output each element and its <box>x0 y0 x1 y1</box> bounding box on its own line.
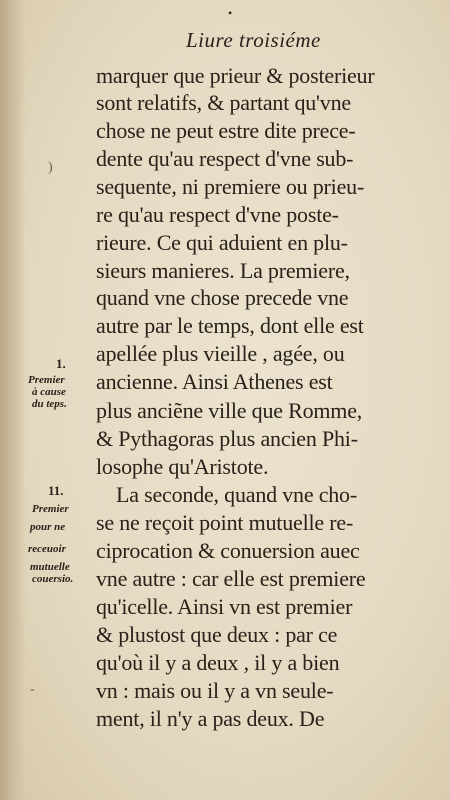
text-line: plus anciẽne ville que Romme, <box>96 398 363 423</box>
text-line: sequente, ni premiere ou prieu- <box>96 174 365 199</box>
margin-dash-mark: - <box>30 682 35 697</box>
margin-note-line: couersio. <box>32 573 74 585</box>
text-line: quand vne chose precede vne <box>96 285 349 310</box>
margin-bracket-mark: ) <box>48 160 53 175</box>
text-line: dente qu'au respect d'vne sub- <box>96 146 354 171</box>
text-line: marquer que prieur & posterieur <box>96 63 375 88</box>
text-line: losophe qu'Aristote. <box>96 454 269 479</box>
margin-note-line: receuoir <box>28 543 66 555</box>
text-line: vne autre : car elle est premiere <box>96 566 366 591</box>
text-line: apellée plus vieille , agée, ou <box>96 341 345 366</box>
text-line: qu'icelle. Ainsi vn est premier <box>96 594 353 619</box>
text-line: ment, il n'y a pas deux. De <box>96 706 325 731</box>
text-line: sieurs manieres. La premiere, <box>96 258 350 283</box>
text-line: re qu'au respect d'vne poste- <box>96 202 339 227</box>
margin-note-line: mutuelle <box>30 561 70 573</box>
text-line: La seconde, quand vne cho- <box>116 482 357 507</box>
margin-note-line: Premier <box>28 374 65 386</box>
text-line: chose ne peut estre dite prece- <box>96 118 356 143</box>
margin-note-1 <box>28 374 92 410</box>
text-line: autre par le temps, dont elle est <box>96 313 364 338</box>
margin-note-line: Premier <box>32 503 69 515</box>
text-line: se ne reçoit point mutuelle re- <box>96 510 354 535</box>
page-gutter <box>0 0 26 800</box>
text-line: & Pythagoras plus ancien Phi- <box>96 426 358 451</box>
text-line: rieure. Ce qui aduient en plu- <box>96 230 348 255</box>
text-line: & plustost que deux : par ce <box>96 622 338 647</box>
margin-number-2: 11. <box>48 483 64 498</box>
margin-note-2 <box>28 503 92 585</box>
text-line: sont relatifs, & partant qu'vne <box>96 90 351 115</box>
margin-note-line: du teps. <box>32 398 67 410</box>
text-line: qu'où il y a deux , il y a bien <box>96 650 340 675</box>
margin-note-line: à cause <box>32 386 66 398</box>
text-line: vn : mais ou il y a vn seule- <box>96 678 334 703</box>
top-mark: • <box>228 6 233 20</box>
margin-note-line: pour ne <box>30 521 66 533</box>
text-line: ciprocation & conuersion auec <box>96 538 360 563</box>
margin-number-1: 1. <box>56 356 66 371</box>
running-head: Liure troisiéme <box>186 28 321 52</box>
text-line: ancienne. Ainsi Athenes est <box>96 369 333 394</box>
